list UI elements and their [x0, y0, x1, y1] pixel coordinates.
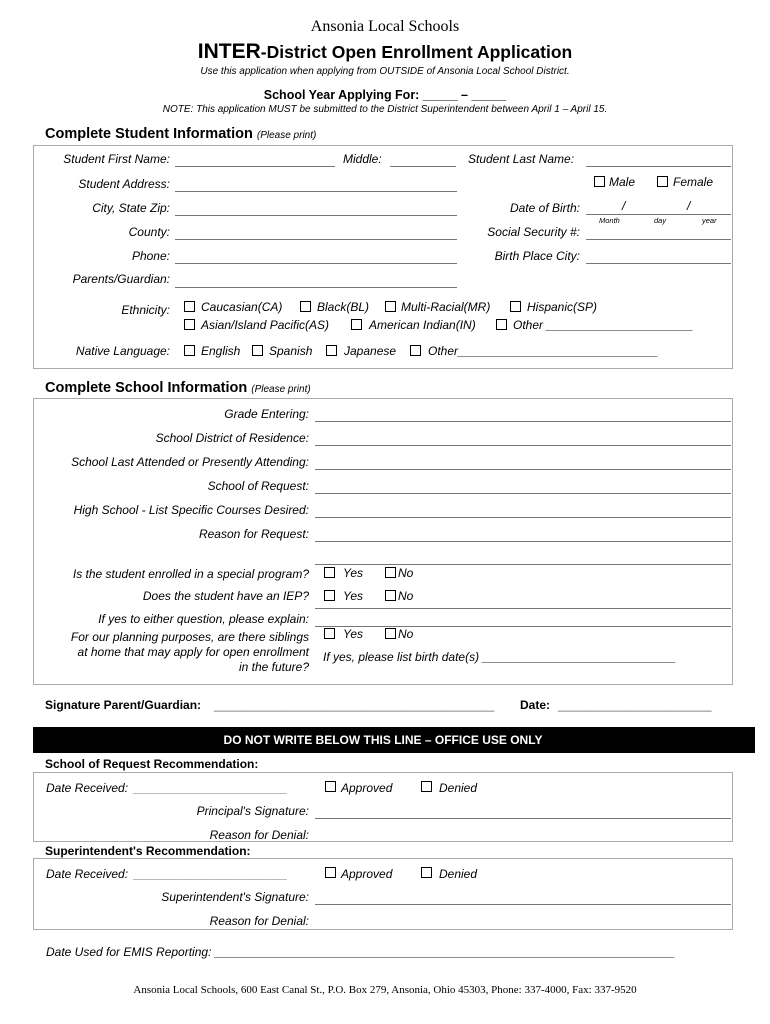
- title-bold: INTER: [197, 40, 261, 63]
- district-label: School District of Residence:: [155, 431, 309, 445]
- school-request-field[interactable]: [315, 493, 731, 494]
- first-name-label: Student First Name:: [63, 152, 170, 166]
- iep-yes-label: Yes: [343, 589, 364, 603]
- dob-month: Month: [599, 216, 620, 225]
- ethnicity-multi-label: Multi-Racial(MR): [401, 300, 491, 314]
- last-attended-label: School Last Attended or Presently Attending:: [71, 455, 309, 469]
- special-no-label: No: [398, 566, 414, 580]
- middle-label: Middle:: [343, 152, 382, 166]
- super-rec-date-field[interactable]: _______________________: [134, 867, 288, 881]
- ethnicity-other-label: Other ______________________: [513, 318, 694, 332]
- ethnicity-american-indian-checkbox[interactable]: [351, 319, 362, 330]
- ethnicity-hispanic-label: Hispanic(SP): [527, 300, 598, 314]
- siblings-label-1: For our planning purposes, are there siblings: [70, 630, 309, 644]
- special-program-label: Is the student enrolled in a special program?: [72, 567, 309, 581]
- language-spanish-label: Spanish: [269, 344, 313, 358]
- county-label: County:: [128, 225, 170, 239]
- male-checkbox[interactable]: [594, 176, 605, 187]
- ethnicity-caucasian-label: Caucasian(CA): [201, 300, 283, 314]
- grade-label: Grade Entering:: [224, 407, 309, 421]
- super-rec-heading: Superintendent's Recommendation:: [45, 844, 251, 858]
- ethnicity-hispanic-checkbox[interactable]: [510, 301, 521, 312]
- special-no-checkbox[interactable]: [385, 567, 396, 578]
- school-rec-reason-label: Reason for Denial:: [209, 828, 309, 842]
- language-english-label: English: [201, 344, 241, 358]
- reason-field-2[interactable]: [315, 564, 731, 565]
- ethnicity-asian-label: Asian/Island Pacific(AS): [201, 318, 330, 332]
- student-section-heading: [45, 126, 316, 142]
- siblings-no-label: No: [398, 627, 414, 641]
- first-name-field[interactable]: [175, 166, 335, 167]
- signature-date-label: Date:: [520, 698, 551, 712]
- grade-field[interactable]: [315, 421, 731, 422]
- address-label: Student Address:: [78, 177, 170, 191]
- footer-address: Ansonia Local Schools, 600 East Canal St., P.O. Box 279, Ansonia, Ohio 45303, Phone: 337-4000, Fax: 337-9520: [133, 984, 637, 996]
- student-heading-text: Complete Student Information: [45, 126, 253, 142]
- phone-label: Phone:: [131, 249, 170, 263]
- special-yes-checkbox[interactable]: [324, 567, 335, 578]
- super-rec-approved-label: Approved: [341, 867, 393, 881]
- student-please-print: (Please print): [256, 130, 317, 141]
- explain-label: If yes to either question, please explain:: [98, 612, 309, 626]
- school-heading-text: Complete School Information: [45, 380, 248, 396]
- iep-no-checkbox[interactable]: [385, 590, 396, 601]
- title-rest: -District Open Enrollment Application: [260, 42, 573, 62]
- siblings-no-checkbox[interactable]: [385, 628, 396, 639]
- district-field[interactable]: [315, 445, 731, 446]
- school-rec-heading: School of Request Recommendation:: [45, 757, 259, 771]
- ethnicity-black-label: Black(BL): [317, 300, 370, 314]
- school-year: School Year Applying For: _____ – _____: [263, 88, 507, 102]
- super-signature-label: Superintendent's Signature:: [161, 890, 309, 904]
- ethnicity-caucasian-checkbox[interactable]: [184, 301, 195, 312]
- ethnicity-multi-checkbox[interactable]: [385, 301, 396, 312]
- school-rec-approved-label: Approved: [341, 781, 393, 795]
- city-label: City, State Zip:: [92, 201, 170, 215]
- ethnicity-label: Ethnicity:: [121, 303, 170, 317]
- address-field[interactable]: [175, 191, 457, 192]
- city-field[interactable]: [175, 215, 457, 216]
- super-rec-date-label: Date Received:: [46, 867, 129, 881]
- reason-label: Reason for Request:: [198, 527, 309, 541]
- language-japanese-label: Japanese: [344, 344, 397, 358]
- language-japanese-checkbox[interactable]: [326, 345, 337, 356]
- birth-city-field[interactable]: [586, 263, 731, 264]
- dob-label: Date of Birth:: [509, 201, 580, 215]
- parents-label: Parents/Guardian:: [72, 272, 170, 286]
- office-use-banner-text: DO NOT WRITE BELOW THIS LINE – OFFICE USE ONLY: [223, 733, 543, 747]
- school-section-heading: [45, 380, 311, 396]
- female-label: Female: [673, 175, 714, 189]
- dob-field[interactable]: [586, 214, 731, 215]
- language-other-label: Other______________________________: [428, 344, 659, 358]
- school-rec-approved-checkbox[interactable]: [325, 781, 336, 792]
- language-spanish-checkbox[interactable]: [252, 345, 263, 356]
- super-rec-approved-checkbox[interactable]: [325, 867, 336, 878]
- native-language-label: Native Language:: [75, 344, 170, 358]
- hs-courses-label: High School - List Specific Courses Desired:: [73, 503, 309, 517]
- parent-signature-label: Signature Parent/Guardian:: [45, 698, 202, 712]
- form-subtitle: Use this application when applying from OUTSIDE of Ansonia Local School District.: [200, 66, 570, 77]
- signature-date-field[interactable]: _______________________: [558, 698, 712, 712]
- ethnicity-american-indian-label: American Indian(IN): [369, 318, 476, 332]
- siblings-yes-label: Yes: [343, 627, 364, 641]
- hs-courses-field[interactable]: [315, 517, 731, 518]
- super-signature-field[interactable]: [315, 904, 731, 905]
- language-english-checkbox[interactable]: [184, 345, 195, 356]
- parents-field[interactable]: [175, 287, 457, 288]
- reason-field[interactable]: [315, 541, 731, 542]
- emis-reporting[interactable]: Date Used for EMIS Reporting: _____________________________________________________________________: [46, 945, 676, 959]
- male-label: Male: [609, 175, 636, 189]
- school-request-label: School of Request:: [207, 479, 309, 493]
- super-rec-reason-label: Reason for Denial:: [209, 914, 309, 928]
- phone-field[interactable]: [175, 263, 457, 264]
- parent-signature-field[interactable]: __________________________________________: [214, 698, 495, 712]
- school-rec-denied-checkbox[interactable]: [421, 781, 432, 792]
- siblings-label-3: in the future?: [238, 660, 309, 674]
- school-rec-denied-label: Denied: [439, 781, 478, 795]
- siblings-yes-checkbox[interactable]: [324, 628, 335, 639]
- special-yes-label: Yes: [343, 566, 364, 580]
- language-other-checkbox[interactable]: [410, 345, 421, 356]
- iep-divider: [315, 608, 731, 609]
- super-rec-denied-label: Denied: [439, 867, 478, 881]
- ssn-field[interactable]: [586, 239, 731, 240]
- female-checkbox[interactable]: [657, 176, 668, 187]
- county-field[interactable]: [175, 239, 457, 240]
- last-name-label: Student Last Name:: [468, 152, 575, 166]
- dob-slash-1: /: [622, 199, 626, 213]
- iep-label: Does the student have an IEP?: [142, 589, 309, 603]
- explain-field[interactable]: [315, 626, 731, 627]
- dob-day: day: [654, 216, 667, 225]
- ethnicity-other-checkbox[interactable]: [496, 319, 507, 330]
- birth-city-label: Birth Place City:: [494, 249, 580, 263]
- dob-slash-2: /: [687, 199, 691, 213]
- school-rec-date-label: Date Received:: [46, 781, 129, 795]
- siblings-label-2: at home that may apply for open enrollment: [77, 645, 309, 659]
- ethnicity-asian-checkbox[interactable]: [184, 319, 195, 330]
- form-title: [0, 40, 770, 64]
- super-rec-denied-checkbox[interactable]: [421, 867, 432, 878]
- submission-note: NOTE: This application MUST be submitted to the District Superintendent between April 1 – April 15.: [162, 104, 608, 115]
- middle-field[interactable]: [390, 166, 456, 167]
- school-please-print: (Please print): [251, 384, 311, 395]
- siblings-birth-dates[interactable]: If yes, please list birth date(s) _____________________________: [323, 650, 676, 664]
- ethnicity-black-checkbox[interactable]: [300, 301, 311, 312]
- school-rec-date-field[interactable]: _______________________: [134, 781, 288, 795]
- principal-signature-field[interactable]: [315, 818, 731, 819]
- org-name: Ansonia Local Schools: [310, 18, 460, 35]
- ssn-label: Social Security #:: [487, 225, 580, 239]
- dob-year: year: [702, 216, 717, 225]
- principal-signature-label: Principal's Signature:: [196, 804, 309, 818]
- last-attended-field[interactable]: [315, 469, 731, 470]
- last-name-field[interactable]: [586, 166, 731, 167]
- iep-yes-checkbox[interactable]: [324, 590, 335, 601]
- iep-no-label: No: [398, 589, 414, 603]
